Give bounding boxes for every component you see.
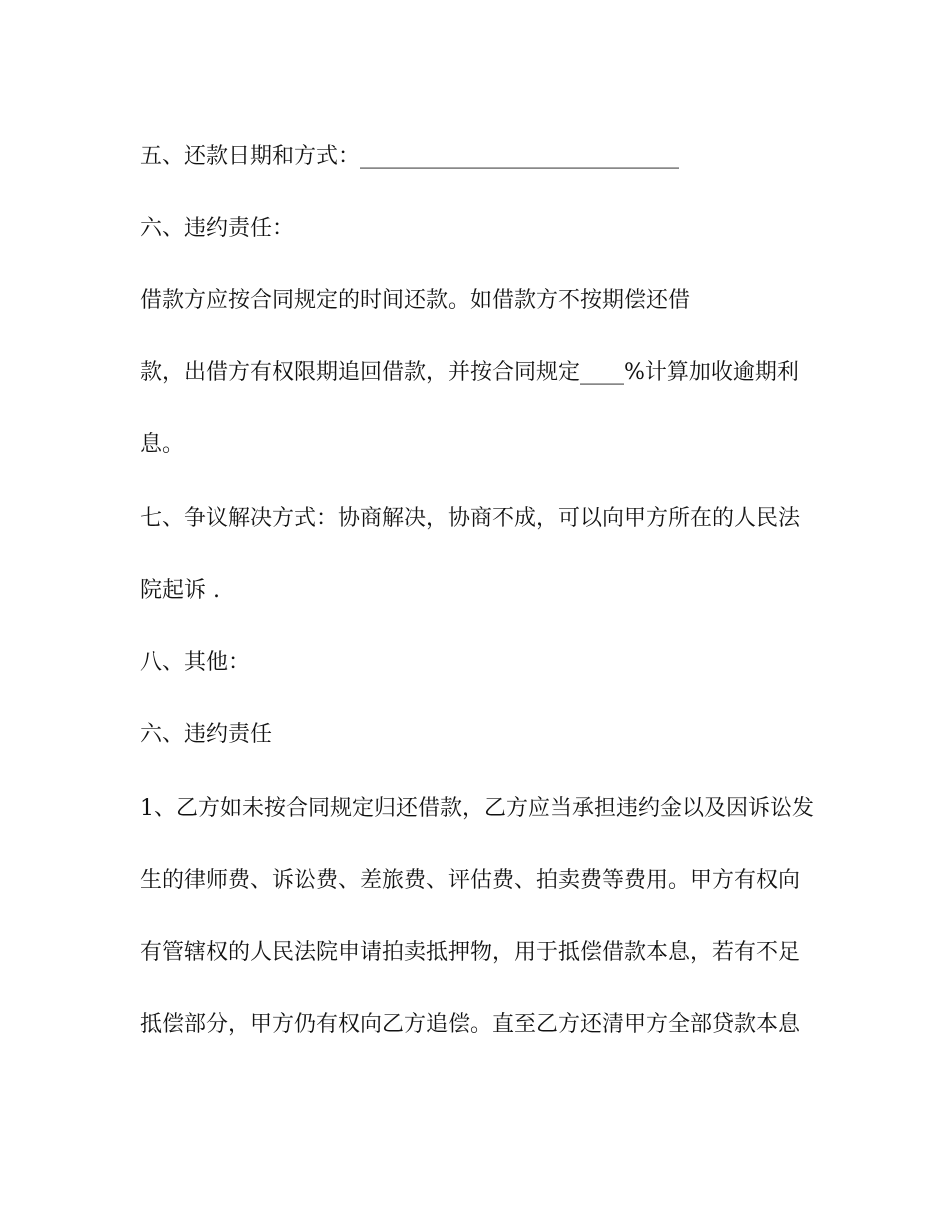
breach-clause-line-1: 1、乙方如未按合同规定归还借款，乙方应当承担违约金以及因诉讼发 xyxy=(140,796,814,821)
repayment-clause-line-2: 款，出借方有权限期追回借款，并按合同规定____%计算加收逾期利 xyxy=(140,360,799,385)
dispute-resolution-line-2: 院起诉 . xyxy=(140,578,220,603)
breach-liability-section-heading: 六、违约责任 xyxy=(140,722,273,747)
repayment-clause-line-3: 息。 xyxy=(140,432,185,457)
breach-clause-line-3: 有管辖权的人民法院申请拍卖抵押物，用于抵偿借款本息，若有不足 xyxy=(140,940,801,965)
other-terms-heading: 八、其他： xyxy=(140,650,251,675)
repayment-clause-line-1: 借款方应按合同规定的时间还款。如借款方不按期偿还借 xyxy=(140,288,691,313)
breach-clause-line-2: 生的律师费、诉讼费、差旅费、评估费、拍卖费等费用。甲方有权向 xyxy=(140,868,801,893)
breach-liability-heading: 六、违约责任： xyxy=(140,216,295,241)
repayment-date-method-line: 五、还款日期和方式：_____________________________ xyxy=(140,144,680,169)
breach-clause-line-4: 抵偿部分，甲方仍有权向乙方追偿。直至乙方还清甲方全部贷款本息 xyxy=(140,1012,801,1037)
dispute-resolution-line-1: 七、争议解决方式：协商解决，协商不成，可以向甲方所在的人民法 xyxy=(140,506,801,531)
